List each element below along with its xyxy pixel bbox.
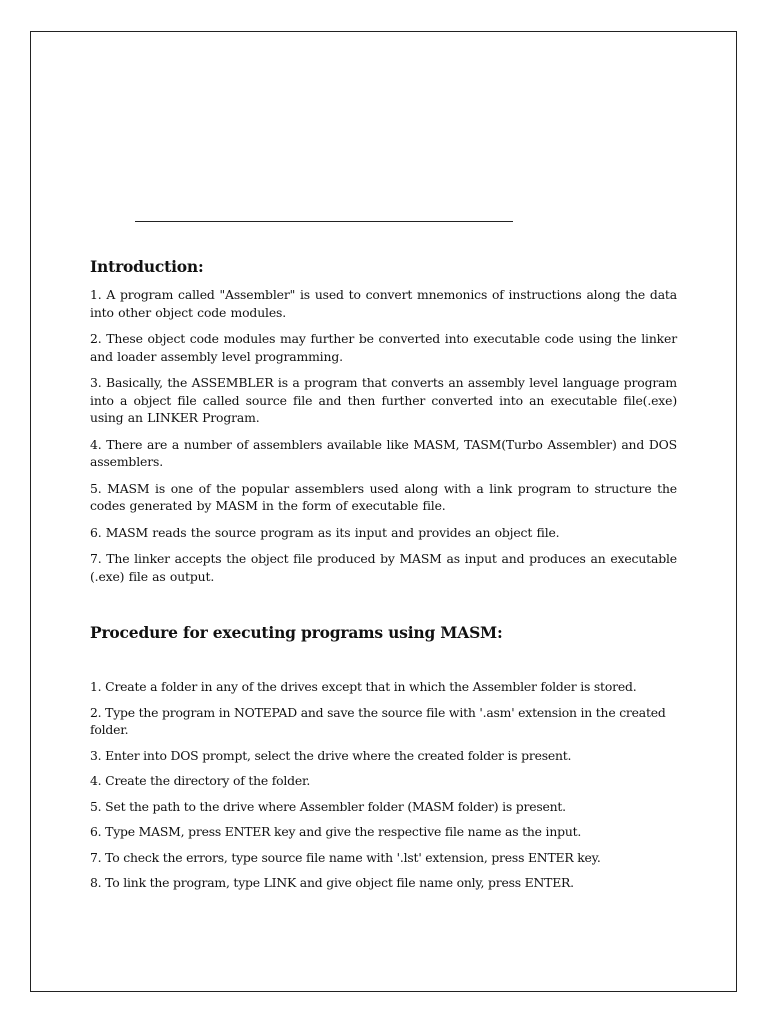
procedure-step: 2. Type the program in NOTEPAD and save the source file with '.asm' extension in the created folder.	[90, 704, 666, 737]
procedure-list	[90, 678, 677, 900]
procedure-step: 7. To check the errors, type source file name with '.lst' extension, press ENTER key.	[90, 849, 601, 865]
introduction-item: 5. MASM is one of the popular assemblers used along with a link program to structure the codes generated by MASM in the form of executable file.	[90, 480, 677, 513]
procedure-step: 1. Create a folder in any of the drives except that in which the Assembler folder is stored.	[90, 679, 637, 694]
introduction-item: 1. A program called "Assembler" is used to convert mnemonics of instructions along the data into other object code modules.	[90, 287, 677, 320]
introduction-list	[90, 286, 677, 594]
introduction-heading: Introduction:	[90, 257, 204, 276]
introduction-item: 4. There are a number of assemblers available like MASM, TASM(Turbo Assembler) and DOS assemblers.	[90, 436, 677, 469]
procedure-step: 5. Set the path to the drive where Assembler folder (MASM folder) is present.	[90, 798, 566, 814]
procedure-step: 8. To link the program, type LINK and give object file name only, press ENTER.	[90, 875, 574, 890]
introduction-item: 6. MASM reads the source program as its input and provides an object file.	[90, 524, 560, 540]
procedure-step: 4. Create the directory of the folder.	[90, 773, 311, 788]
introduction-item: 3. Basically, the ASSEMBLER is a program that converts an assembly level language program into a object file called source file and then further converted into an executable file(.exe) using an LINKER Program.	[90, 375, 677, 425]
introduction-item: 2. These object code modules may further be converted into executable code using the linker and loader assembly level programming.	[90, 331, 677, 364]
procedure-step: 3. Enter into DOS prompt, select the drive where the created folder is present.	[90, 747, 572, 763]
procedure-heading: Procedure for executing programs using MASM:	[90, 623, 503, 642]
procedure-step: 6. Type MASM, press ENTER key and give the respective file name as the input.	[90, 824, 582, 839]
horizontal-rule	[135, 221, 513, 222]
introduction-item: 7. The linker accepts the object file produced by MASM as input and produces an executable (.exe) file as output.	[90, 551, 677, 584]
